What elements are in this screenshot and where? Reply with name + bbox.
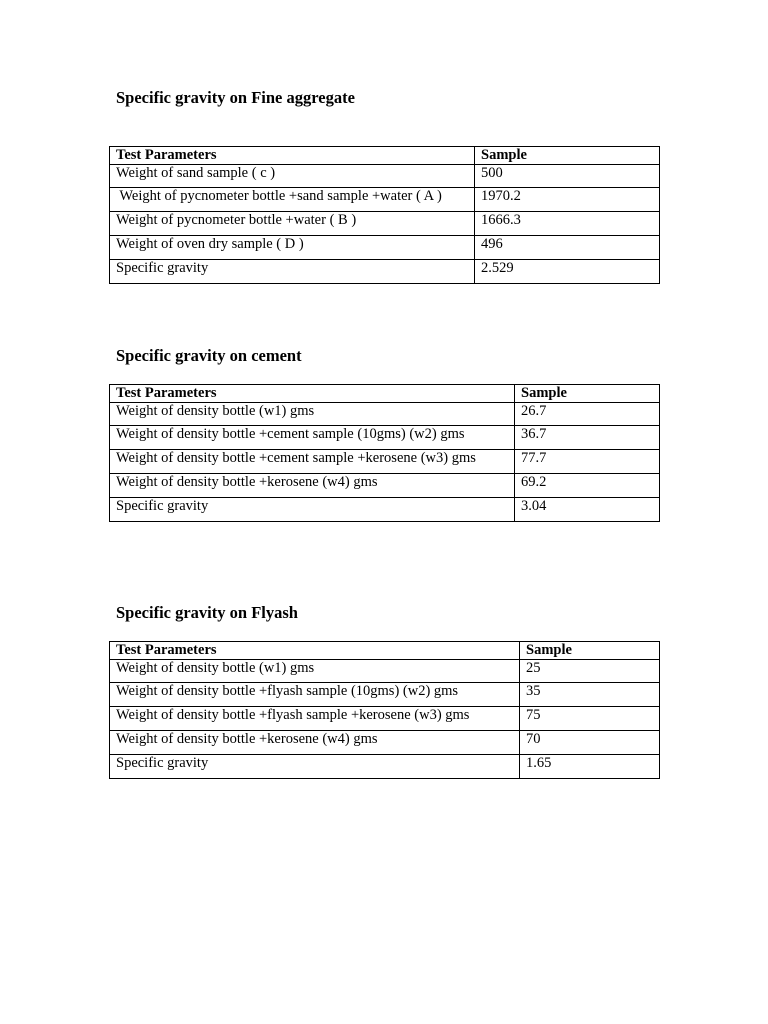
parameter-cell: Specific gravity [110, 498, 515, 522]
parameter-cell: Weight of sand sample ( c ) [110, 165, 475, 188]
parameter-cell: Weight of density bottle (w1) gms [110, 403, 515, 426]
sample-value-cell: 77.7 [515, 450, 660, 474]
sample-value-cell: 500 [475, 165, 660, 188]
parameter-cell: Weight of oven dry sample ( D ) [110, 236, 475, 260]
table-row [110, 426, 660, 450]
parameter-cell: Weight of density bottle +flyash sample +kerosene (w3) gms [110, 707, 520, 731]
parameter-cell: Weight of pycnometer bottle +sand sample +water ( A ) [110, 188, 475, 212]
parameter-cell: Weight of density bottle +cement sample (10gms) (w2) gms [110, 426, 515, 450]
table-row [110, 683, 660, 707]
table-row [110, 450, 660, 474]
parameter-cell: Weight of pycnometer bottle +water ( B ) [110, 212, 475, 236]
sample-value-cell: 3.04 [515, 498, 660, 522]
column-header-sample: Sample [515, 385, 660, 403]
table-row [110, 755, 660, 779]
parameter-cell: Specific gravity [110, 260, 475, 284]
section-title-cement: Specific gravity on cement [116, 346, 302, 365]
parameter-cell: Specific gravity [110, 755, 520, 779]
section-title-flyash: Specific gravity on Flyash [116, 603, 298, 622]
sample-value-cell: 75 [520, 707, 660, 731]
table-row [110, 188, 660, 212]
sample-value-cell: 1666.3 [475, 212, 660, 236]
parameter-cell: Weight of density bottle +kerosene (w4) gms [110, 474, 515, 498]
column-header-test-parameters: Test Parameters [110, 642, 520, 660]
sample-value-cell: 496 [475, 236, 660, 260]
column-header-test-parameters: Test Parameters [110, 385, 515, 403]
table-row [110, 707, 660, 731]
sample-value-cell: 2.529 [475, 260, 660, 284]
sample-value-cell: 1.65 [520, 755, 660, 779]
table-row [110, 731, 660, 755]
table-row [110, 474, 660, 498]
sample-value-cell: 70 [520, 731, 660, 755]
table-row [110, 165, 660, 188]
table-row [110, 403, 660, 426]
sample-value-cell: 26.7 [515, 403, 660, 426]
column-header-sample: Sample [475, 147, 660, 165]
sample-value-cell: 36.7 [515, 426, 660, 450]
section-title-fine-aggregate: Specific gravity on Fine aggregate [116, 88, 355, 107]
parameter-cell: Weight of density bottle +flyash sample (10gms) (w2) gms [110, 683, 520, 707]
table-header-row [110, 385, 660, 403]
parameter-cell: Weight of density bottle (w1) gms [110, 660, 520, 683]
sample-value-cell: 69.2 [515, 474, 660, 498]
sample-value-cell: 35 [520, 683, 660, 707]
table-row [110, 212, 660, 236]
table-header-row [110, 147, 660, 165]
column-header-test-parameters: Test Parameters [110, 147, 475, 165]
table-cement [109, 384, 660, 522]
table-row [110, 498, 660, 522]
table-row [110, 260, 660, 284]
table-flyash [109, 641, 660, 779]
table-header-row [110, 642, 660, 660]
sample-value-cell: 25 [520, 660, 660, 683]
table-fine-aggregate [109, 146, 660, 284]
parameter-cell: Weight of density bottle +cement sample +kerosene (w3) gms [110, 450, 515, 474]
parameter-cell: Weight of density bottle +kerosene (w4) gms [110, 731, 520, 755]
table-row [110, 236, 660, 260]
column-header-sample: Sample [520, 642, 660, 660]
sample-value-cell: 1970.2 [475, 188, 660, 212]
table-row [110, 660, 660, 683]
